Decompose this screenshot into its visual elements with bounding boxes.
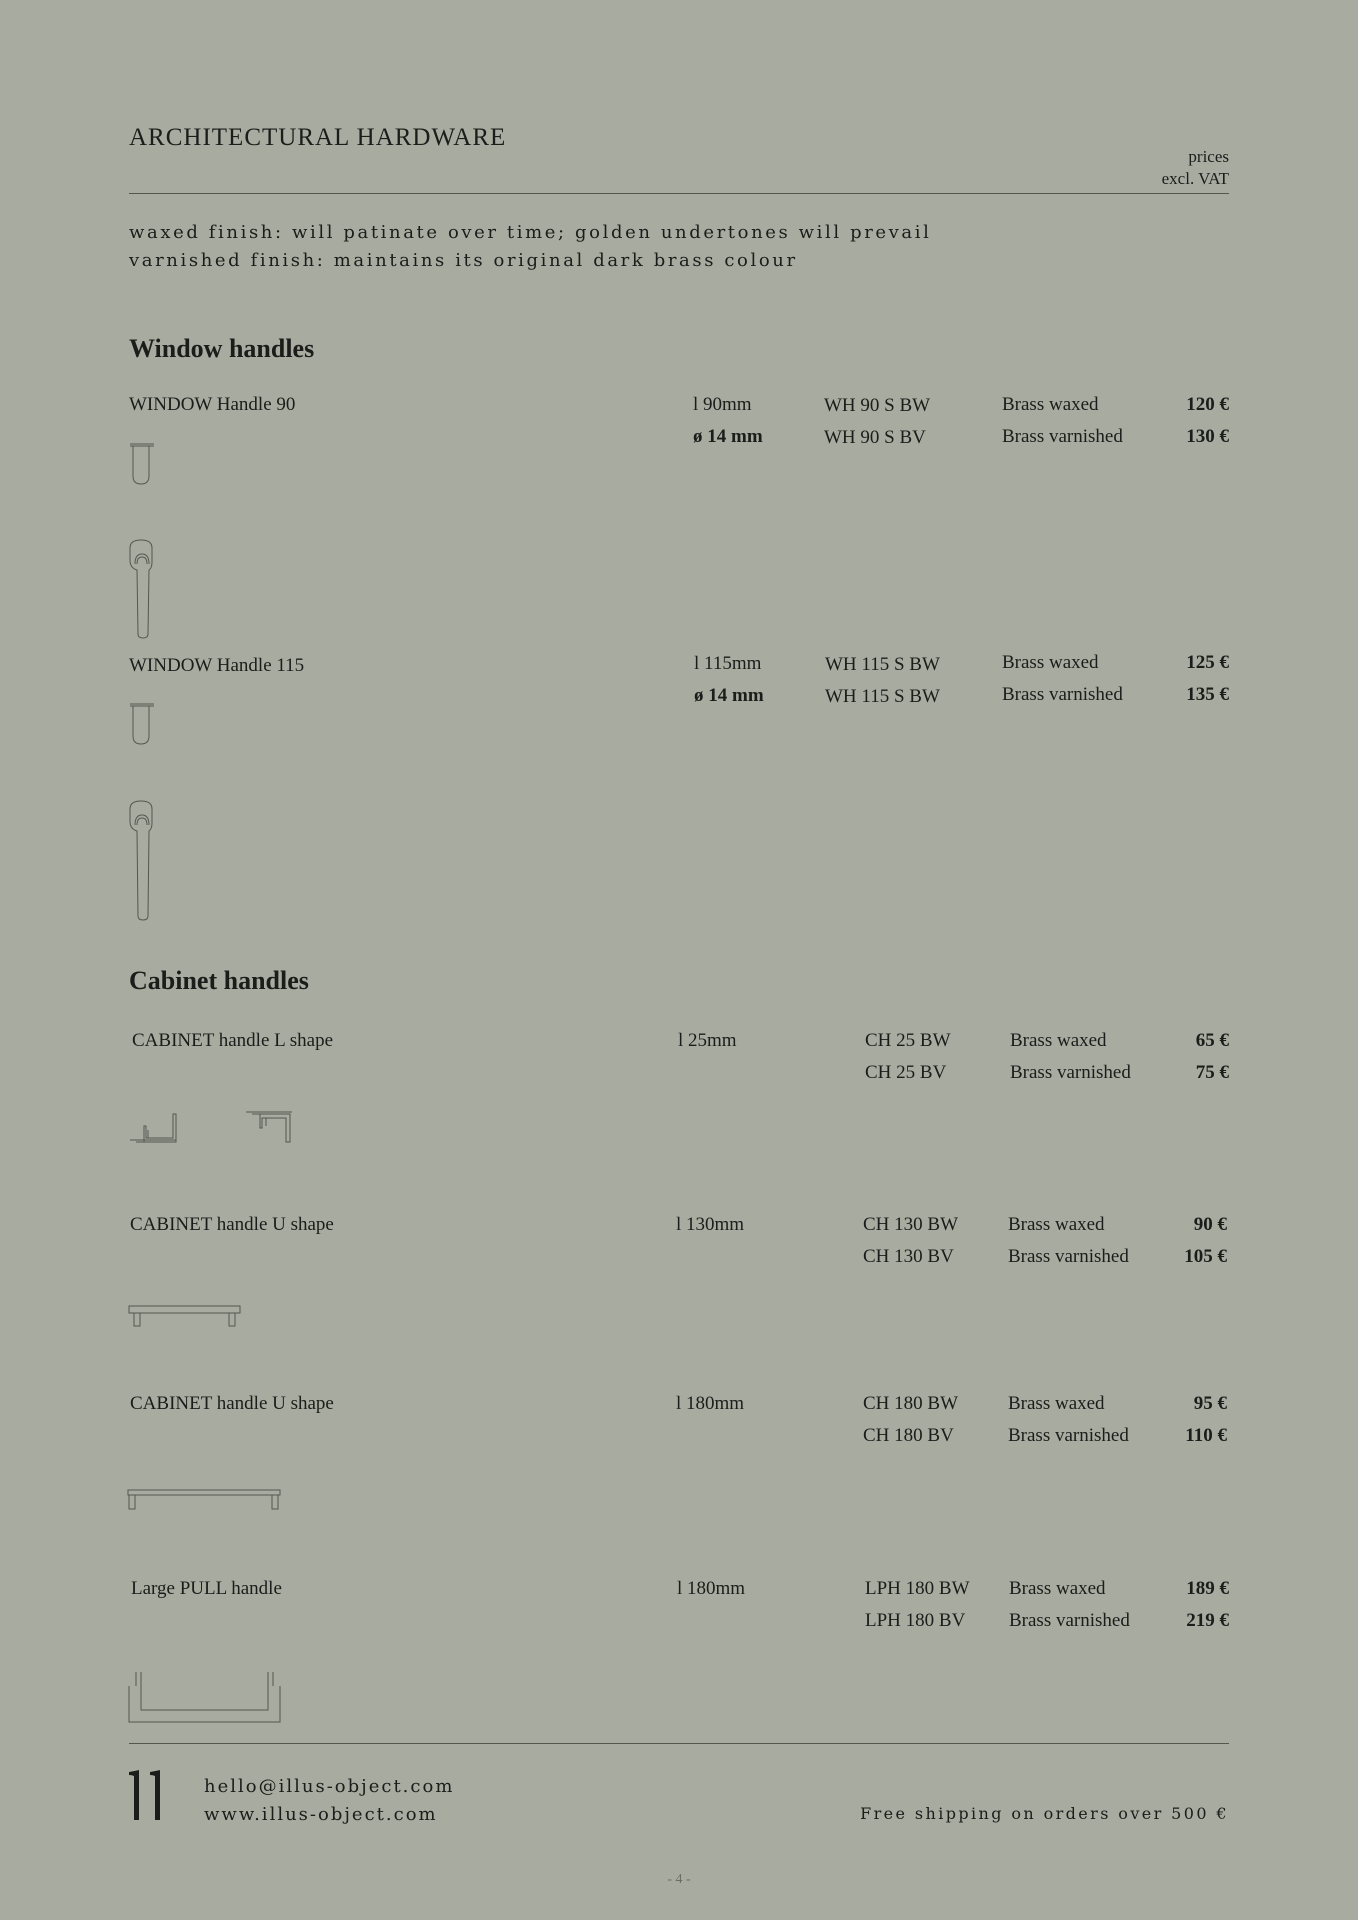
page-title: ARCHITECTURAL HARDWARE (129, 124, 507, 151)
window-handle-drawing (128, 700, 158, 922)
variant-code: WH 115 S BW (825, 686, 940, 707)
product-length: l 115mm (694, 653, 762, 674)
variant-code: CH 25 BV (865, 1062, 947, 1083)
variant-price: 135 € (1186, 684, 1229, 705)
variant-price: 110 € (1185, 1425, 1227, 1446)
product-diameter: ø 14 mm (693, 426, 763, 447)
product-length: l 180mm (677, 1578, 746, 1599)
finish-note-varnished: varnished finish: maintains its original dark brass colour (129, 250, 798, 271)
variant-code: CH 180 BV (863, 1425, 954, 1446)
variant-code: CH 130 BW (863, 1214, 958, 1235)
variant-price: 105 € (1184, 1246, 1227, 1267)
variant-finish: Brass varnished (1009, 1610, 1130, 1631)
variant-price: 65 € (1195, 1030, 1229, 1051)
contact-block (204, 1773, 454, 1829)
variant-code: WH 90 S BW (824, 395, 931, 416)
variant-price: 95 € (1193, 1393, 1227, 1414)
variant-code: CH 180 BW (863, 1393, 958, 1414)
product-name: CABINET handle U shape (130, 1393, 334, 1414)
variant-finish: Brass waxed (1010, 1030, 1107, 1051)
header-divider (129, 193, 1229, 194)
variant-code: WH 90 S BV (824, 427, 926, 448)
variant-code: LPH 180 BW (865, 1578, 970, 1599)
product-length: l 130mm (676, 1214, 745, 1235)
finish-note-waxed: waxed finish: will patinate over time; golden undertones will prevail (129, 222, 932, 243)
page-number: - 4 - (667, 1872, 691, 1887)
product-name: CABINET handle L shape (132, 1030, 334, 1051)
brand-logo (129, 1770, 163, 1827)
product-name: CABINET handle U shape (130, 1214, 334, 1235)
prices-note (1162, 146, 1229, 190)
variant-finish: Brass varnished (1010, 1062, 1131, 1083)
variant-price: 130 € (1186, 426, 1229, 447)
product-name: WINDOW Handle 90 (129, 394, 296, 415)
variant-code: LPH 180 BV (865, 1610, 966, 1631)
variant-price: 75 € (1195, 1062, 1229, 1083)
variant-finish: Brass waxed (1009, 1578, 1106, 1599)
variant-code: WH 115 S BW (825, 654, 940, 675)
variant-finish: Brass waxed (1008, 1214, 1105, 1235)
variant-price: 120 € (1186, 394, 1229, 415)
variant-finish: Brass varnished (1002, 684, 1123, 705)
section-title-cabinet: Cabinet handles (129, 966, 309, 995)
product-length: l 180mm (676, 1393, 745, 1414)
variant-code: CH 25 BW (865, 1030, 951, 1051)
variant-finish: Brass varnished (1002, 426, 1123, 447)
product-diameter: ø 14 mm (694, 685, 764, 706)
u-shape-handle-drawing (128, 1304, 242, 1328)
variant-finish: Brass varnished (1008, 1246, 1129, 1267)
contact-email[interactable]: hello@illus-object.com (204, 1776, 455, 1797)
u-shape-handle-drawing (127, 1488, 283, 1512)
product-name: Large PULL handle (131, 1578, 282, 1599)
variant-price: 90 € (1193, 1214, 1227, 1235)
variant-finish: Brass waxed (1002, 652, 1099, 673)
product-length: l 25mm (678, 1030, 737, 1051)
section-title-window: Window handles (129, 334, 315, 363)
l-shape-handle-drawing (128, 1108, 298, 1144)
prices-note-line2: excl. VAT (1161, 169, 1229, 188)
pull-handle-drawing (127, 1670, 283, 1724)
variant-price: 125 € (1186, 652, 1229, 673)
variant-price: 219 € (1186, 1610, 1229, 1631)
shipping-note: Free shipping on orders over 500 € (860, 1804, 1229, 1823)
footer-divider (129, 1743, 1229, 1744)
variant-finish: Brass waxed (1002, 394, 1099, 415)
variant-code: CH 130 BV (863, 1246, 954, 1267)
product-length: l 90mm (693, 394, 752, 415)
variant-finish: Brass waxed (1008, 1393, 1105, 1414)
window-handle-drawing (128, 440, 158, 640)
product-name: WINDOW Handle 115 (129, 655, 305, 676)
prices-note-line1: prices (1188, 147, 1229, 166)
variant-price: 189 € (1186, 1578, 1229, 1599)
contact-website[interactable]: www.illus-object.com (204, 1804, 438, 1825)
variant-finish: Brass varnished (1008, 1425, 1129, 1446)
